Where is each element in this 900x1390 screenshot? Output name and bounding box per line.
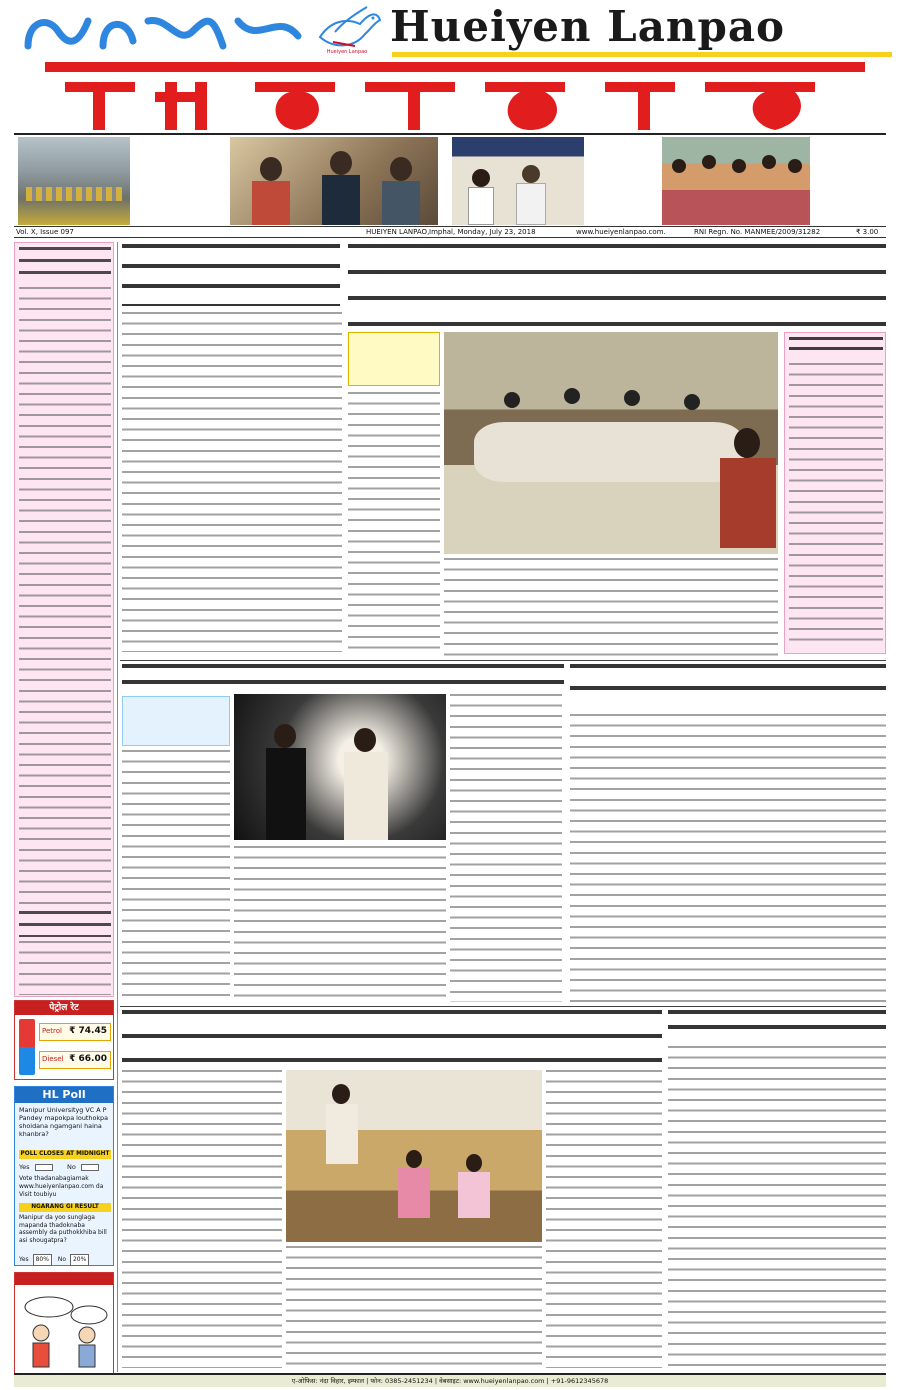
lead-story-caption-box — [348, 332, 440, 386]
diesel-label: Diesel — [42, 1055, 64, 1063]
fuel-row-diesel — [39, 1051, 111, 1069]
story-b-headline — [122, 664, 564, 690]
right-story-box — [784, 332, 886, 654]
website: www.hueiyenlanpao.com. — [576, 228, 666, 236]
volume: Vol. X, Issue 097 — [16, 228, 74, 236]
poll-vote-text: Vote thadanabagiamak www.hueiyenlanpao.com da Visit toubiyu — [19, 1175, 104, 1198]
left-story-body-1 — [19, 287, 111, 907]
fuel-row-petrol — [39, 1023, 111, 1041]
lead-story-photo — [444, 332, 778, 554]
lead-story-body — [348, 392, 440, 656]
rni: RNI Regn. No. MANMEE/2009/31282 — [694, 228, 821, 236]
divider-mid-1 — [120, 660, 886, 661]
cartoon-illustration — [19, 1289, 111, 1375]
story-e-headline — [668, 1010, 886, 1040]
poll-result-title: NGARANG GI RESULT — [19, 1203, 111, 1212]
result-no-pct: 20% — [70, 1254, 89, 1266]
diesel-price: ₹ 66.00 — [69, 1054, 107, 1064]
fuel-price-box — [14, 1000, 114, 1080]
story-c-headline — [570, 664, 886, 708]
red-wordmark — [45, 62, 865, 132]
story-b-photo — [234, 694, 446, 840]
fuel-title: पेट्रोल रेट — [15, 1001, 113, 1015]
lead-story-headline — [348, 244, 886, 328]
teaser-photo-women — [662, 137, 810, 225]
poll-yes-option[interactable] — [19, 1162, 63, 1172]
price: ₹ 3.00 — [856, 228, 879, 236]
footer-text: ए-ओफिस: नंदा विहार, इम्फाल | फोन: 0385-2451234 | वेबसाइट: www.hueiyenlanpao.com | +91-9612345678 — [291, 1377, 609, 1385]
poll-closes: POLL CLOSES AT MIDNIGHT — [20, 1151, 110, 1157]
poll-title: HL Poll — [15, 1087, 113, 1103]
fuel-pump-icon — [19, 1019, 35, 1075]
dove-caption: Hueiyen Lanpao — [326, 49, 368, 55]
teaser-photo-meeting — [230, 137, 438, 225]
col-rule-1 — [117, 242, 118, 1372]
masthead-script-logo — [18, 6, 308, 56]
story-a-body — [122, 312, 342, 652]
poll-no-option[interactable] — [67, 1162, 111, 1172]
story-a-headline — [122, 244, 340, 306]
cartoon-title-bar — [15, 1273, 113, 1285]
left-story-headline-2 — [19, 911, 111, 937]
poll-yes-label: Yes — [19, 1163, 30, 1171]
poll-no-box[interactable] — [81, 1164, 99, 1171]
footer-bar — [14, 1373, 886, 1387]
hl-poll-box — [14, 1086, 114, 1266]
story-b-body — [122, 750, 230, 1002]
result-no-label: No — [57, 1256, 67, 1263]
result-yes-pct: 80% — [33, 1254, 52, 1266]
petrol-label: Petrol — [42, 1027, 62, 1035]
story-e-body — [668, 1046, 886, 1368]
story-d-photo — [286, 1070, 542, 1242]
left-story-body-2 — [19, 941, 111, 995]
left-story-box — [14, 242, 114, 997]
dateline-bar — [14, 226, 886, 238]
place-date: Imphal, Monday, July 23, 2018 — [429, 228, 536, 236]
teaser-text-5 — [814, 137, 886, 225]
paper-name: HUEIYEN LANPAO, — [366, 228, 430, 236]
left-story-headline-1 — [19, 247, 111, 283]
teaser-text-2 — [442, 137, 449, 225]
title-underline — [392, 52, 892, 57]
english-title: Hueiyen Lanpao — [390, 2, 786, 51]
story-b-caption-box — [122, 696, 230, 746]
masthead — [0, 0, 900, 236]
result-yes-label: Yes — [19, 1256, 29, 1263]
right-story-body — [789, 363, 883, 649]
petrol-price: ₹ 74.45 — [69, 1026, 107, 1036]
story-b-body-2 — [234, 846, 446, 1002]
story-d-body-3 — [286, 1246, 542, 1368]
lead-story-body-2 — [444, 558, 778, 656]
teaser-text-1 — [134, 137, 226, 225]
masthead-rule — [14, 133, 886, 135]
teaser-photo-award — [452, 137, 584, 225]
poll-result-row — [19, 1254, 111, 1264]
right-story-headline — [789, 337, 883, 357]
divider-mid-2 — [120, 1006, 886, 1007]
poll-no-label: No — [67, 1163, 76, 1171]
poll-yes-box[interactable] — [35, 1164, 53, 1171]
story-c-body — [570, 714, 886, 1002]
teaser-text-4 — [588, 137, 658, 225]
cartoon-box — [14, 1272, 114, 1378]
poll-question: Manipur Universityg VC A P Pandey mapokpa louthokpa shoidana ngamgani haina khanbra? — [19, 1106, 109, 1138]
story-d-headline — [122, 1010, 662, 1066]
teaser-photo-road — [18, 137, 130, 225]
story-d-body-2 — [546, 1070, 662, 1368]
poll-result-question: Manipur da yoo sunglaga mapanda thadoknaba assembly da puthokkhiba bill asi shougatpra? — [19, 1214, 107, 1244]
story-b-body-3 — [450, 694, 562, 1002]
story-d-body — [122, 1070, 282, 1368]
